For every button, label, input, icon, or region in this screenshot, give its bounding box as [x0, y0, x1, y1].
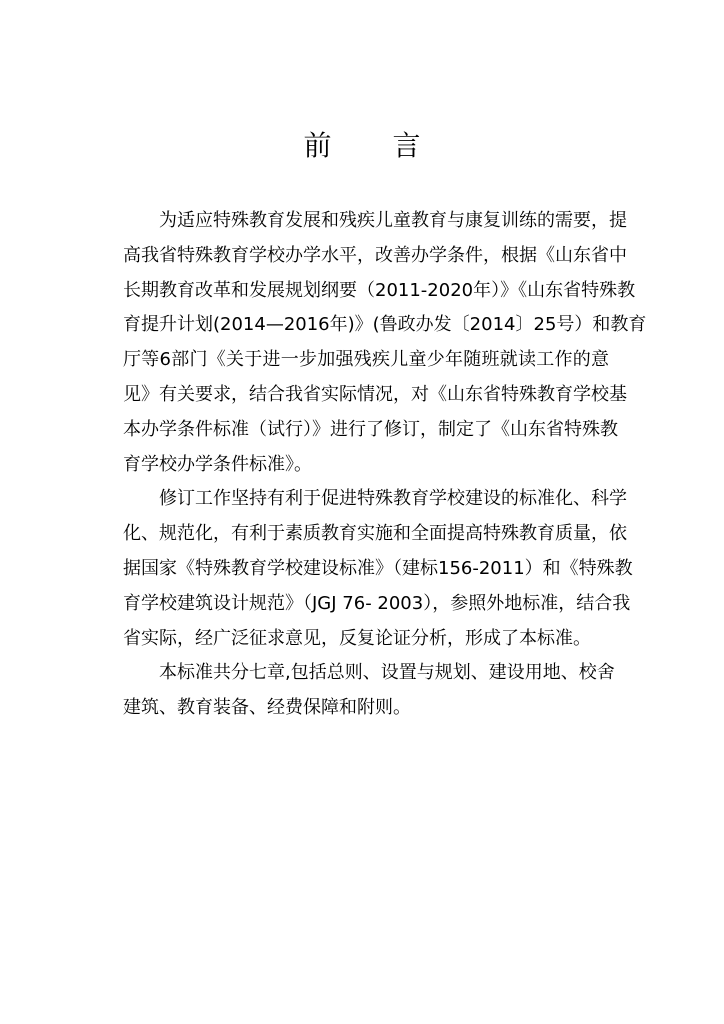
paragraph-line: 育提升计划(2014—2016年)》(鲁政办发〔2014〕25号）和教育	[123, 314, 647, 336]
paragraph-line: 育学校建筑设计规范》（JGJ 76- 2003），参照外地标准，结合我	[123, 592, 631, 614]
paragraph-line: 为适应特殊教育发展和残疾儿童教育与康复训练的需要，提	[159, 210, 627, 231]
paragraph-line: 修订工作坚持有利于促进特殊教育学校建设的标准化、科学	[159, 488, 627, 510]
paragraph-line: 建筑、教育装备、经费保障和附则。	[123, 697, 411, 719]
paragraph-line: 育学校办学条件标准》。	[123, 453, 312, 475]
document-body	[123, 204, 647, 726]
paragraph-line: 省实际，经广泛征求意见，反复论证分析，形成了本标准。	[123, 627, 591, 649]
paragraph-line: 化、规范化，有利于素质教育实施和全面提高特殊教育质量，依	[123, 523, 627, 545]
paragraph-line: 本标准共分七章,包括总则、设置与规划、建设用地、校舍	[159, 662, 615, 684]
paragraph-structure	[123, 656, 615, 726]
paragraph-revision	[123, 482, 633, 656]
paragraph-line: 高我省特殊教育学校办学水平，改善办学条件，根据《山东省中	[123, 244, 627, 266]
paragraph-line: 长期教育改革和发展规划纲要（2011-2020年）》《山东省特殊教	[123, 279, 636, 301]
page-title: 前 言	[303, 129, 447, 162]
paragraph-line: 据国家《特殊教育学校建设标准》（建标156-2011）和《特殊教	[123, 557, 633, 579]
paragraph-line: 厅等6部门《关于进一步加强残疾儿童少年随班就读工作的意	[123, 349, 609, 371]
paragraph-line: 本办学条件标准（试行）》进行了修订，制定了《山东省特殊教	[123, 418, 618, 440]
paragraph-purpose	[123, 204, 647, 482]
paragraph-line: 见》有关要求，结合我省实际情况，对《山东省特殊教育学校基	[123, 383, 627, 405]
